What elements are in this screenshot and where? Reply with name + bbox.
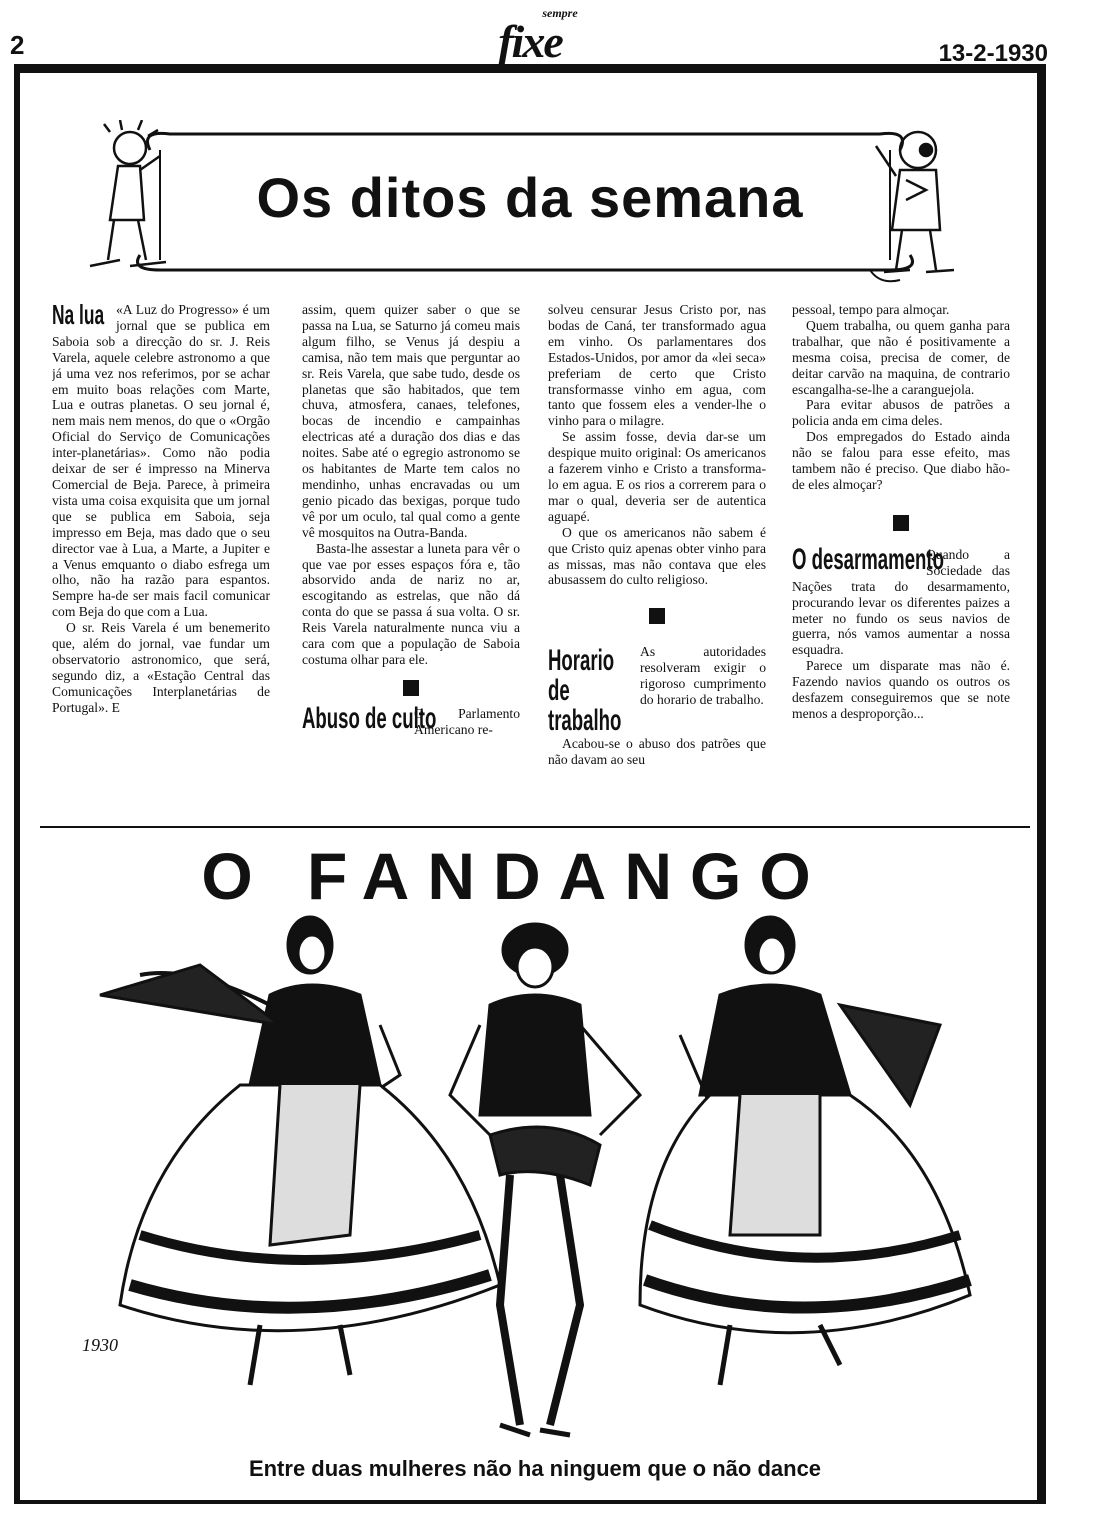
separator-square — [403, 680, 419, 696]
article-paragraph: «A Luz do Progresso» é um jornal que se publica em Saboia sob a direcção do sr. J. Reis Varela, aquele celebre astronomo a que já uma vez nos referimos, por se achar em muito boas relações com Marte, Lua e outras planetas. O seu jornal é, nem mais nem menos, do que o «Orgão Oficial do Serviço de Comunicações inter-planetárias». Como não podia deixar de ser é impresso na Minerva Comercial de Beja. Parece, à primeira vista uma coisa exquisita que um jornal que se publica em Saboia, seja impresso em Beja, mas dado que o seu director vae à Lua, a Marte, a Jupiter e a Venus emquanto o diabo esfrega um olho, não ha razão para espantos. Sempre ha-de ser mais facil comunicar com Beja do que com a Lua. — [52, 302, 270, 620]
article-headline — [792, 546, 944, 576]
section-banner — [80, 120, 980, 290]
article-paragraph: assim, quem quizer saber o que se passa na Lua, se Saturno já comeu mais algum filho, se Venus já despiu a camisa, não tem mais que perguntar ao sr. Reis Varela, que sabe tudo, desde os planetas que são habitados, que tem chuva, atmosfera, canaes, telefones, bocas de incendio e campainhas electricas até a duração dos dias e das noites. Sabe até o egregio astronomo se os habitantes de Marte tem calos no mendinho, unhas encravadas ou um genio picado das bexigas, porque tudo vê por um oculo, tal qual como a gente vê mosquitos na Outra-Banda. — [302, 302, 520, 540]
dancers-illustration-icon — [80, 905, 1020, 1445]
headline-horario-de-trabalho: Horario de trabalho — [548, 644, 622, 737]
article-headline — [548, 646, 634, 736]
article-paragraph: Para evitar abusos de patrões a policia anda em cima deles. — [792, 397, 1010, 429]
masthead — [440, 6, 620, 66]
left-dancer-icon — [100, 917, 500, 1385]
article-paragraph: pessoal, tempo para almoçar. — [792, 302, 950, 317]
accordion-player-icon — [450, 924, 640, 1435]
separator-square — [649, 608, 665, 624]
article-paragraph: O sr. Reis Varela é um benemerito que, além do jornal, vae fundar um observatorio astronomico, que será, segundo diz, a «Estação Central das Comunicações Interplanetárias de Portugal». E — [52, 620, 270, 715]
article-paragraph: Dos empregados do Estado ainda não se falou para esse efeito, mas tambem não é preciso. Que diabo hão-de eles almoçar? — [792, 429, 1010, 492]
article-paragraph: Se assim fosse, devia dar-se um despique muito original: Os americanos a fazerem vinho e Cristo a transforma-lo em agua. E os rios a correrem para o mar o qual, deveria ser de autentica aguapé. — [548, 429, 766, 524]
article-paragraph: O que os americanos não sabem é que Cristo quiz apenas obter vinho para as missas, mas não contava que eles abusassem do culto religioso. — [548, 524, 766, 588]
left-caricature-icon — [90, 120, 166, 266]
article-paragraph: O Parlamento Americano re- — [414, 705, 520, 737]
headline-na-lua: Na lua — [52, 302, 105, 330]
article-abuso-de-culto — [302, 706, 520, 738]
headline-abuso-de-culto: Abuso de culto — [302, 705, 437, 735]
artist-signature: 1930 — [82, 1335, 118, 1355]
column-4 — [792, 302, 1010, 722]
article-horario-de-trabalho — [548, 644, 766, 736]
section-title: Os ditos da semana — [256, 166, 804, 229]
article-paragraph: Basta-lhe assestar a luneta para vêr o que vae por esses espaços fóra e, tão absorvido anda de nariz no ar, escogitando as estrelas, que não dá conta do que se passa á sua volta. O sr. Reis Varela naturalmente nunca viu a cara com que a população de Saboia costuma olhar para ele. — [302, 540, 520, 667]
article-paragraph: Quando a Sociedade das Nações trata do desarmamento, procurando levar os diferentes paizes a meter no fundo os seus navios de guerra, nós vamos aumentar a nossa esquadra. — [792, 546, 1010, 658]
article-headline — [302, 705, 437, 735]
article-headline — [52, 304, 110, 328]
column-2 — [302, 302, 520, 738]
headline-desarmamento: O desarmamento — [792, 546, 944, 576]
column-3 — [548, 302, 766, 768]
feature-title: O FANDANGO — [201, 839, 829, 913]
right-dancer-icon — [640, 917, 970, 1385]
article-desarmamento — [792, 547, 1010, 658]
article-paragraph: Acabou-se o abuso dos patrões que não davam ao seu — [548, 736, 766, 768]
column-1 — [52, 302, 270, 716]
issue-date: 13-2-1930 — [938, 40, 1048, 67]
page-number: 2 — [10, 30, 25, 60]
separator-square — [893, 515, 909, 531]
right-caricature-icon — [876, 132, 954, 272]
article-paragraph: As autoridades resolveram exigir o rigoroso cumprimento do horario de trabalho. — [640, 644, 766, 708]
section-divider — [40, 826, 1030, 828]
article-paragraph: Parece um disparate mas não é. Fazendo navios quando os outros os desfazem conseguiremos que se note menos a desproporção... — [792, 658, 1010, 721]
illustration-caption: Entre duas mulheres não ha ninguem que o não dance — [248, 1456, 822, 1481]
fandango-illustration — [80, 905, 1020, 1445]
article-na-lua — [52, 302, 270, 620]
masthead-logo: fixe — [498, 16, 562, 67]
masthead-supertitle: sempre — [542, 6, 578, 20]
article-paragraph: Quem trabalha, ou quem ganha para trabalhar, que não é positivamente a mesma coisa, precisa de comer, de deitar carvão na maquina, de contrario escangalha-se-lhe a caranguejola. — [792, 317, 1010, 397]
article-paragraph: solveu censurar Jesus Cristo por, nas bodas de Caná, ter transformado agua em vinho. Os parlamentares dos Estados-Unidos, por amor da «lei seca» preferiam de certo que Cristo transformasse vinho em agua, com tanto que fossem eles a vender-lhe o vinho para o milagre. — [548, 302, 766, 429]
